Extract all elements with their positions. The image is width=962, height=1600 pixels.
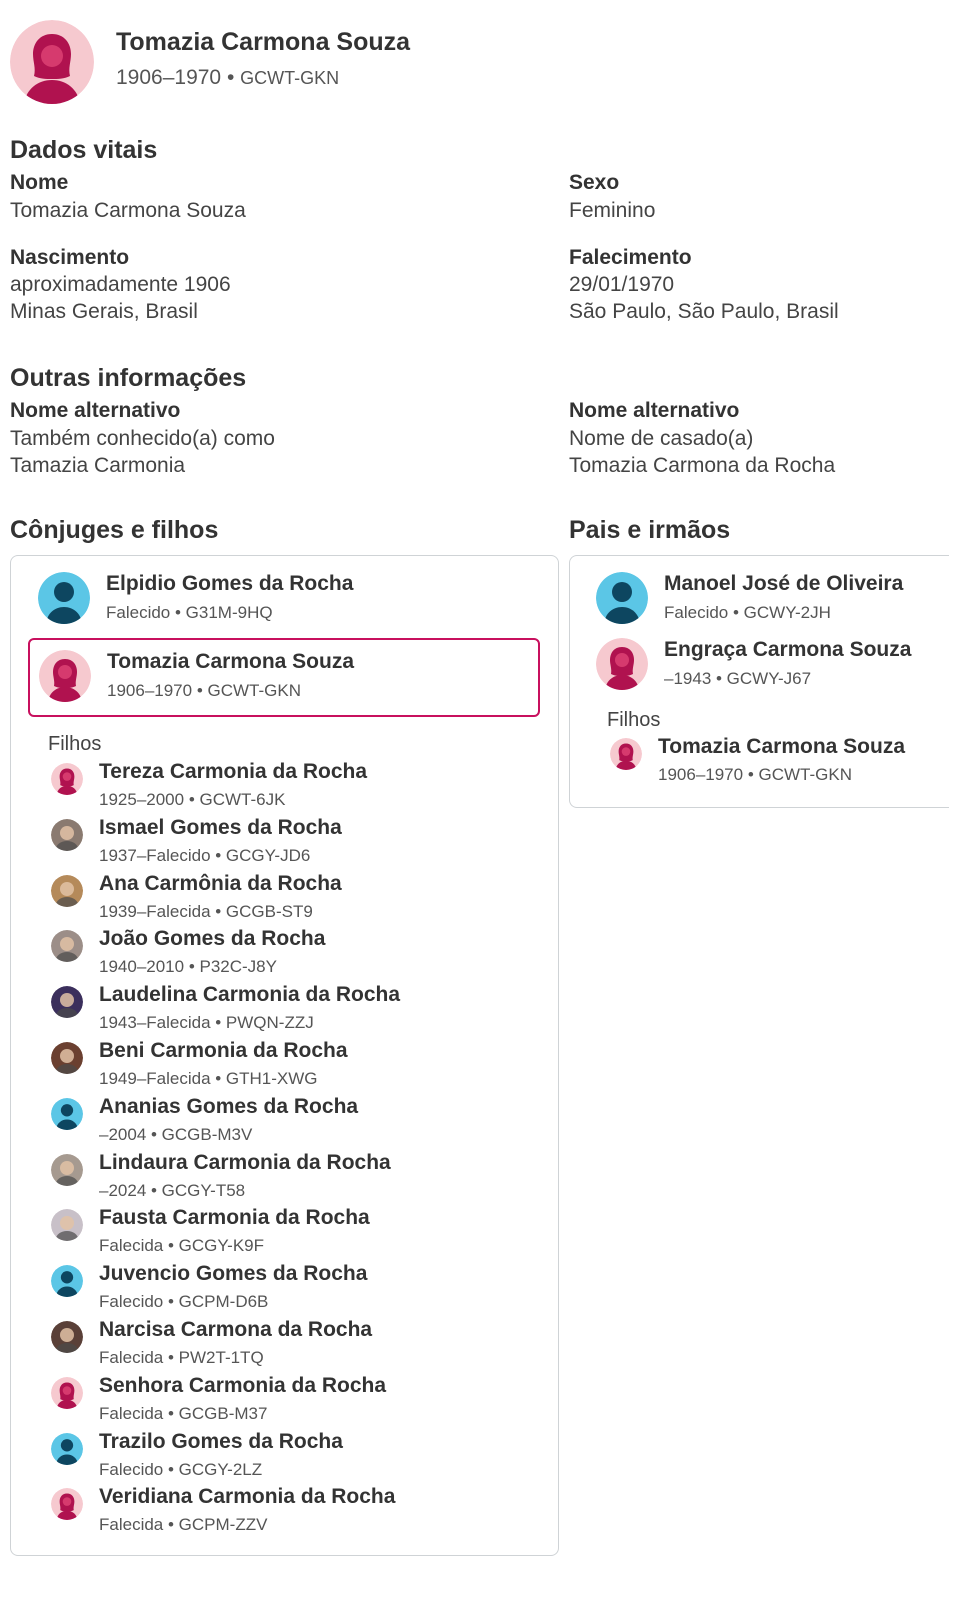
child-name[interactable]: Narcisa Carmona da Rocha	[99, 1318, 373, 1341]
child-entry[interactable]	[51, 1039, 531, 1093]
child-meta: Falecida • GCGY-K9F	[99, 1236, 264, 1256]
alt-name-label: Nome alternativo	[10, 399, 181, 422]
male-silhouette-icon	[51, 1098, 83, 1130]
child-name[interactable]: Ana Carmônia da Rocha	[99, 871, 342, 895]
father-meta: Falecido • GCWY-2JH	[664, 603, 831, 622]
photo-avatar-icon	[51, 930, 83, 962]
person-id[interactable]: GCWT-GKN	[240, 68, 340, 88]
mother-meta: –1943 • GCWY-J67	[664, 669, 812, 688]
mother-name[interactable]: Engraça Carmona Souza	[664, 638, 912, 661]
person-name: Tomazia Carmona Souza	[116, 28, 411, 56]
alt-name-value: Tamazia Carmonia	[10, 454, 186, 477]
separator-dot: •	[226, 66, 235, 89]
female-silhouette-icon	[596, 638, 648, 690]
female-silhouette-icon	[51, 1377, 83, 1409]
sibling-entry[interactable]	[610, 735, 940, 791]
child-name[interactable]: Ananias Gomes da Rocha	[99, 1094, 359, 1118]
female-silhouette-icon	[39, 650, 91, 702]
child-name[interactable]: João Gomes da Rocha	[99, 927, 326, 951]
alt-name-value: Tomazia Carmona da Rocha	[569, 454, 836, 477]
child-name[interactable]: Ismael Gomes da Rocha	[99, 815, 342, 839]
child-entry[interactable]	[51, 1151, 531, 1205]
child-entry[interactable]	[51, 983, 531, 1037]
child-name[interactable]: Laudelina Carmonia da Rocha	[99, 983, 401, 1007]
photo-avatar-icon	[51, 1154, 83, 1186]
child-name[interactable]: Fausta Carmonia da Rocha	[99, 1206, 370, 1230]
father-entry[interactable]	[596, 572, 946, 628]
child-meta: 1939–Falecida • GCGB-ST9	[99, 901, 313, 921]
other-info-title: Outras informações	[10, 364, 247, 392]
sex-label: Sexo	[569, 171, 620, 194]
child-entry[interactable]	[51, 1430, 531, 1484]
name-label: Nome	[10, 171, 69, 194]
child-meta: Falecida • GCPM-ZZV	[99, 1515, 268, 1535]
children-label: Filhos	[48, 733, 102, 755]
person-summary	[116, 66, 339, 90]
child-meta: –2004 • GCGB-M3V	[99, 1124, 253, 1144]
child-entry[interactable]	[51, 1206, 531, 1260]
child-entry[interactable]	[51, 816, 531, 870]
father-name[interactable]: Manoel José de Oliveira	[664, 572, 904, 595]
child-entry[interactable]	[51, 760, 531, 814]
child-entry[interactable]	[51, 1485, 531, 1539]
child-entry[interactable]	[51, 1318, 531, 1372]
mother-entry[interactable]	[596, 638, 946, 694]
photo-avatar-icon	[51, 875, 83, 907]
child-name[interactable]: Juvencio Gomes da Rocha	[99, 1262, 368, 1286]
child-name[interactable]: Senhora Carmonia da Rocha	[99, 1373, 387, 1397]
spouses-title: Cônjuges e filhos	[10, 516, 219, 544]
male-silhouette-icon	[596, 572, 648, 624]
child-entry[interactable]	[51, 1262, 531, 1316]
birth-label: Nascimento	[10, 246, 130, 269]
spouses-card	[10, 555, 559, 1556]
female-silhouette-icon	[10, 20, 94, 104]
spouse-name[interactable]: Elpidio Gomes da Rocha	[106, 572, 354, 595]
photo-avatar-icon	[51, 1321, 83, 1353]
photo-avatar-icon	[51, 986, 83, 1018]
photo-avatar-icon	[51, 1209, 83, 1241]
child-name[interactable]: Beni Carmonia da Rocha	[99, 1039, 348, 1062]
child-name[interactable]: Veridiana Carmonia da Rocha	[99, 1485, 396, 1509]
sibling-meta: 1906–1970 • GCWT-GKN	[658, 765, 852, 784]
child-meta: 1940–2010 • P32C-J8Y	[99, 957, 277, 977]
alt-name-type: Nome de casado(a)	[569, 427, 754, 450]
death-label: Falecimento	[569, 246, 692, 269]
alt-name-label: Nome alternativo	[569, 399, 740, 422]
spouse-meta: Falecido • G31M-9HQ	[106, 603, 273, 622]
child-name[interactable]: Tereza Carmonia da Rocha	[99, 760, 368, 783]
name-value: Tomazia Carmona Souza	[10, 199, 246, 222]
sibling-name[interactable]: Tomazia Carmona Souza	[658, 735, 905, 758]
female-silhouette-icon	[51, 1488, 83, 1520]
person-lifespan: 1906–1970	[116, 66, 222, 89]
child-meta: Falecido • GCGY-2LZ	[99, 1459, 263, 1479]
death-place: São Paulo, São Paulo, Brasil	[569, 300, 839, 323]
parents-title: Pais e irmãos	[569, 516, 731, 544]
child-name[interactable]: Trazilo Gomes da Rocha	[99, 1429, 343, 1453]
child-meta: 1937–Falecido • GCGY-JD6	[99, 845, 311, 865]
child-meta: Falecida • PW2T-1TQ	[99, 1348, 264, 1367]
child-entry[interactable]	[51, 1374, 531, 1428]
child-meta: 1925–2000 • GCWT-6JK	[99, 790, 286, 809]
current-person-entry[interactable]	[39, 650, 529, 706]
vitals-title: Dados vitais	[10, 136, 158, 164]
birth-date: aproximadamente 1906	[10, 273, 231, 296]
male-silhouette-icon	[38, 572, 90, 624]
child-entry[interactable]	[51, 872, 531, 926]
alt-name-type: Também conhecido(a) como	[10, 427, 275, 450]
female-silhouette-icon	[610, 738, 642, 770]
child-meta: –2024 • GCGY-T58	[99, 1180, 246, 1200]
parents-card	[569, 555, 949, 808]
photo-avatar-icon	[51, 819, 83, 851]
person-header	[10, 20, 950, 104]
child-meta: Falecida • GCGB-M37	[99, 1403, 268, 1423]
current-person-name[interactable]: Tomazia Carmona Souza	[107, 650, 354, 673]
birth-place: Minas Gerais, Brasil	[10, 300, 198, 323]
male-silhouette-icon	[51, 1433, 83, 1465]
death-date: 29/01/1970	[569, 273, 675, 296]
child-meta: 1949–Falecida • GTH1-XWG	[99, 1069, 318, 1088]
child-entry[interactable]	[51, 927, 531, 981]
photo-avatar-icon	[51, 1042, 83, 1074]
child-meta: Falecido • GCPM-D6B	[99, 1292, 269, 1312]
male-silhouette-icon	[51, 1265, 83, 1297]
child-name[interactable]: Lindaura Carmonia da Rocha	[99, 1150, 391, 1174]
current-person-meta: 1906–1970 • GCWT-GKN	[107, 681, 301, 700]
sex-value: Feminino	[569, 199, 656, 222]
child-meta: 1943–Falecida • PWQN-ZZJ	[99, 1013, 314, 1033]
female-silhouette-icon	[51, 763, 83, 795]
siblings-label: Filhos	[607, 709, 661, 731]
spouse-entry[interactable]	[38, 572, 538, 628]
child-entry[interactable]	[51, 1095, 531, 1149]
